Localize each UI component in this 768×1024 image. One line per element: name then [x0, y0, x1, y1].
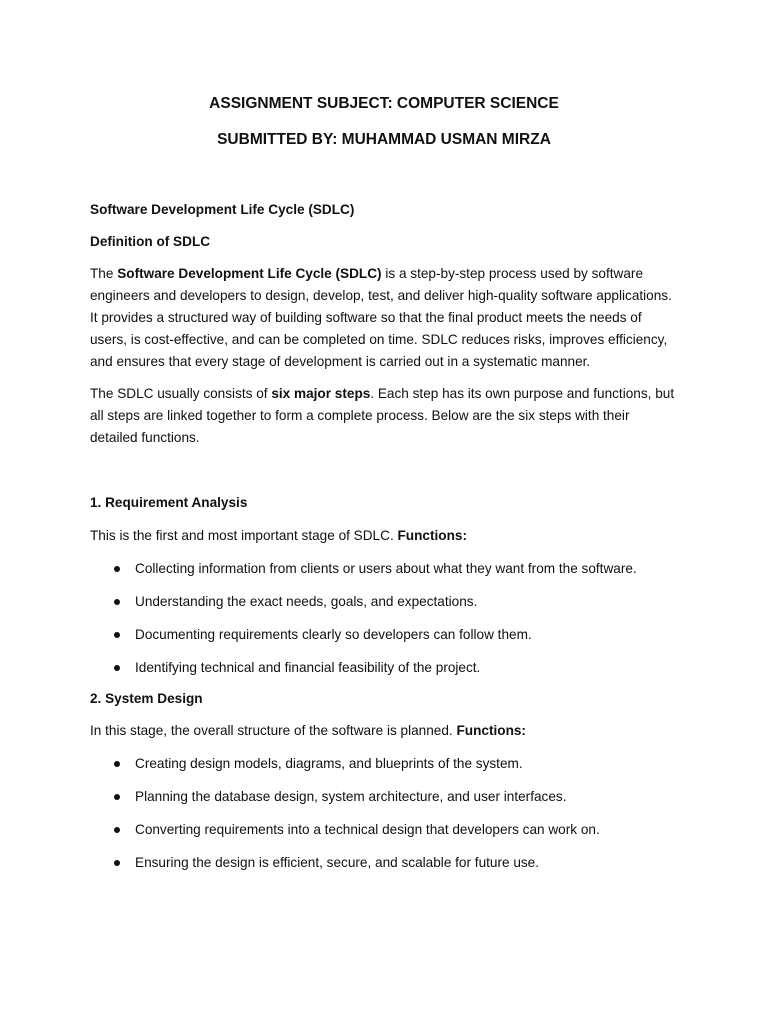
list-item — [90, 819, 678, 841]
list-item — [90, 591, 678, 613]
design-functions-list — [90, 753, 678, 874]
sdlc-heading: Software Development Life Cycle (SDLC) — [90, 202, 355, 217]
definition-heading: Definition of SDLC — [90, 234, 211, 249]
bullet-icon — [114, 761, 120, 767]
list-item-text: Identifying technical and financial feasibility of the project. — [135, 660, 481, 675]
list-item-text: Collecting information from clients or users about what they want from the software. — [135, 561, 637, 576]
requirement-functions-label: Functions: — [397, 528, 467, 543]
bullet-icon — [114, 665, 120, 671]
list-item — [90, 753, 678, 775]
list-item — [90, 657, 678, 679]
bullet-icon — [114, 632, 120, 638]
list-item-text: Ensuring the design is efficient, secure, and scalable for future use. — [135, 855, 540, 870]
submitted-by-title: SUBMITTED BY: MUHAMMAD USMAN MIRZA — [217, 131, 551, 148]
requirement-analysis-intro — [90, 525, 678, 547]
system-design-intro — [90, 720, 678, 742]
list-item-text: Documenting requirements clearly so developers can follow them. — [135, 627, 532, 642]
system-design-heading: 2. System Design — [90, 691, 203, 706]
bullet-icon — [114, 860, 120, 866]
requirement-analysis-heading: 1. Requirement Analysis — [90, 495, 248, 510]
bullet-icon — [114, 566, 120, 572]
bullet-icon — [114, 827, 120, 833]
para1-text-start: The — [90, 266, 118, 281]
para2-bold-term: six major steps — [271, 386, 371, 401]
assignment-subject-title: ASSIGNMENT SUBJECT: COMPUTER SCIENCE — [209, 95, 559, 112]
list-item-text: Creating design models, diagrams, and blueprints of the system. — [135, 756, 523, 771]
list-item-text: Converting requirements into a technical design that developers can work on. — [135, 822, 600, 837]
list-item — [90, 558, 678, 580]
requirement-intro-text: This is the first and most important stage of SDLC. — [90, 528, 398, 543]
para1-text-end: is a step-by-step process used by software engineers and developers to design, develop, test, and deliver high-quality software applications. It provides a structured way of building software so that the final product meets the needs of users, is cost-effective, and can be completed on time. SDLC reduces risks, improves efficiency, and ensures that every stage of development is carried out in a systematic manner. — [90, 266, 672, 369]
design-functions-label: Functions: — [456, 723, 526, 738]
para2-text-start: The SDLC usually consists of — [90, 386, 272, 401]
definition-paragraph — [90, 263, 678, 373]
list-item-text: Planning the database design, system architecture, and user interfaces. — [135, 789, 567, 804]
list-item — [90, 624, 678, 646]
requirement-functions-list — [90, 558, 678, 679]
list-item — [90, 786, 678, 808]
design-intro-text: In this stage, the overall structure of the software is planned. — [90, 723, 457, 738]
bullet-icon — [114, 794, 120, 800]
para2-text-end: . Each step has its own purpose and functions, but all steps are linked together to form a complete process. Below are the six steps with their detailed functions. — [90, 386, 675, 445]
list-item — [90, 852, 678, 874]
steps-overview-paragraph — [90, 383, 678, 449]
list-item-text: Understanding the exact needs, goals, and expectations. — [135, 594, 478, 609]
para1-bold-term: Software Development Life Cycle (SDLC) — [117, 266, 382, 281]
bullet-icon — [114, 599, 120, 605]
